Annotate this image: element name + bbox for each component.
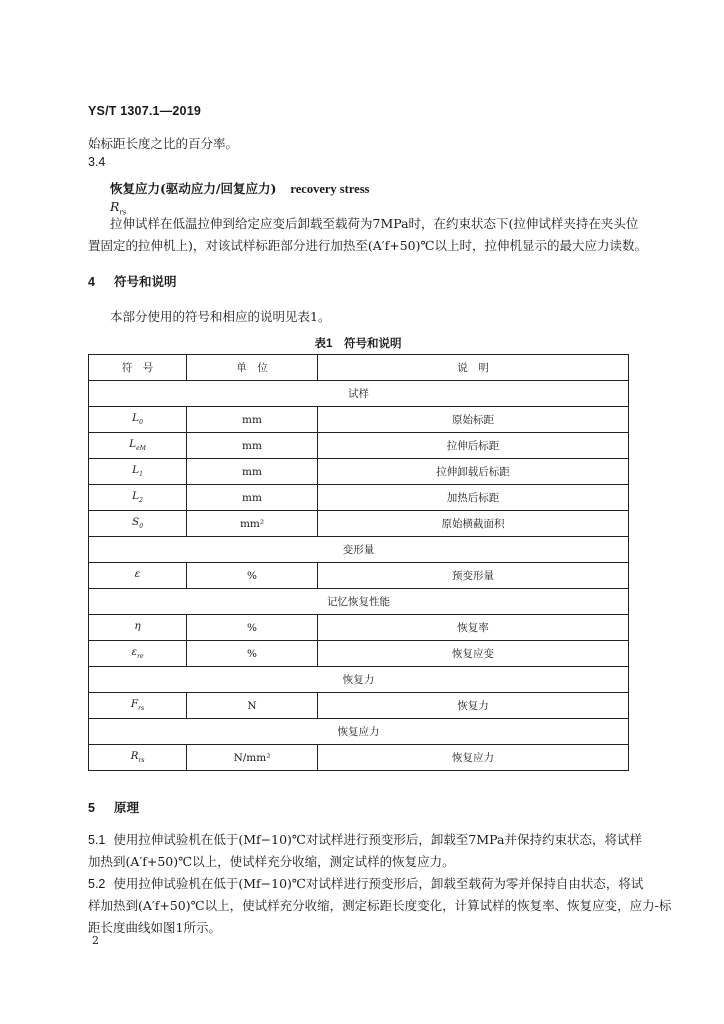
clause-5-2-line1: 5.2 使用拉伸试验机在低于(Mf−10)℃对试样进行预变形后，卸载至载荷为零并保持自由状态，将试	[88, 876, 644, 891]
unit-cell: mm	[187, 485, 318, 511]
clause-3-4-definition-line1: 拉伸试样在低温拉伸到给定应变后卸载至载荷为7MPa时，在约束状态下(拉伸试样夹持在夹头位	[110, 216, 639, 231]
table-group-row	[89, 667, 629, 693]
clause-5-2-line3: 距长度曲线如图1所示。	[88, 920, 221, 935]
section-5-heading: 5 原理	[88, 801, 140, 815]
symbol-cell: $L_2$	[89, 485, 187, 511]
clause-3-4-title	[110, 179, 369, 197]
clause-5-2-line2: 样加热到(A′f+50)℃以上，使试样充分收缩，测定标距长度变化，计算试样的恢复率、恢复应变，应力-标	[88, 898, 672, 913]
continuation-text: 始标距长度之比的百分率。	[88, 136, 239, 151]
description-cell: 恢复应变	[318, 641, 629, 667]
clause-3-4-definition-line2: 置固定的拉伸机上)，对该试样标距部分进行加热至(A′f+50)℃以上时，拉伸机显示的最大应力读数。	[88, 238, 647, 253]
unit-cell: %	[187, 641, 318, 667]
table-group-label: 恢复力	[89, 667, 629, 693]
table-group-row	[89, 589, 629, 615]
table-group-label: 恢复应力	[89, 719, 629, 745]
table-row	[89, 433, 629, 459]
table-group-label: 变形量	[89, 537, 629, 563]
table-row	[89, 563, 629, 589]
symbol-cell: ε	[89, 563, 187, 589]
table-group-label: 试样	[89, 381, 629, 407]
clause-3-4-symbol: $R_{rs}$	[110, 199, 127, 217]
table-group-row	[89, 381, 629, 407]
header-symbol: 符 号	[89, 355, 187, 381]
unit-cell: mm	[187, 407, 318, 433]
symbol-cell: $S_0$	[89, 511, 187, 537]
table-row	[89, 407, 629, 433]
unit-cell: N	[187, 693, 318, 719]
unit-cell: mm²	[187, 511, 318, 537]
header-unit: 单 位	[187, 355, 318, 381]
table-caption: 表1 符号和说明	[314, 338, 402, 350]
standard-code-header: YS/T 1307.1—2019	[88, 104, 201, 118]
description-cell: 恢复力	[318, 693, 629, 719]
description-cell: 原始标距	[318, 407, 629, 433]
unit-cell: %	[187, 563, 318, 589]
table-row	[89, 693, 629, 719]
symbol-cell: η	[89, 615, 187, 641]
description-cell: 拉伸后标距	[318, 433, 629, 459]
table-row	[89, 511, 629, 537]
header-description: 说 明	[318, 355, 629, 381]
table-row	[89, 459, 629, 485]
table-row	[89, 615, 629, 641]
page-number: 2	[92, 934, 99, 947]
table-row	[89, 745, 629, 771]
description-cell: 预变形量	[318, 563, 629, 589]
table-group-row	[89, 719, 629, 745]
symbol-cell: $L_0$	[89, 407, 187, 433]
clause-3-4-title-en: recovery stress	[290, 182, 370, 196]
clause-3-4-number: 3.4	[88, 155, 106, 169]
table-row	[89, 485, 629, 511]
description-cell: 加热后标距	[318, 485, 629, 511]
description-cell: 原始横截面积	[318, 511, 629, 537]
description-cell: 恢复率	[318, 615, 629, 641]
symbol-cell: $\varepsilon_{re}$	[89, 641, 187, 667]
table-group-row	[89, 537, 629, 563]
clause-5-1-line1: 5.1 使用拉伸试验机在低于(Mf−10)℃对试样进行预变形后，卸载至7MPa并保持约束状态，将试样	[88, 832, 642, 847]
symbol-cell: $F_{rs}$	[89, 693, 187, 719]
table-group-label: 记忆恢复性能	[89, 589, 629, 615]
section-4-heading: 4 符号和说明	[88, 275, 177, 289]
table-header-row	[89, 355, 629, 381]
description-cell: 恢复应力	[318, 745, 629, 771]
description-cell: 拉伸卸载后标距	[318, 459, 629, 485]
unit-cell: %	[187, 615, 318, 641]
symbols-table	[88, 354, 629, 771]
clause-3-4-title-zh: 恢复应力(驱动应力/回复应力)	[110, 181, 277, 196]
table-row	[89, 641, 629, 667]
symbol-cell: $L_{eM}$	[89, 433, 187, 459]
unit-cell: mm	[187, 459, 318, 485]
symbol-cell: $L_1$	[89, 459, 187, 485]
section-4-intro: 本部分使用的符号和相应的说明见表1。	[110, 309, 331, 324]
unit-cell: mm	[187, 433, 318, 459]
unit-cell: N/mm²	[187, 745, 318, 771]
clause-5-1-line2: 加热到(A′f+50)℃以上，使试样充分收缩，测定试样的恢复应力。	[88, 854, 455, 869]
symbol-cell: $R_{rs}$	[89, 745, 187, 771]
